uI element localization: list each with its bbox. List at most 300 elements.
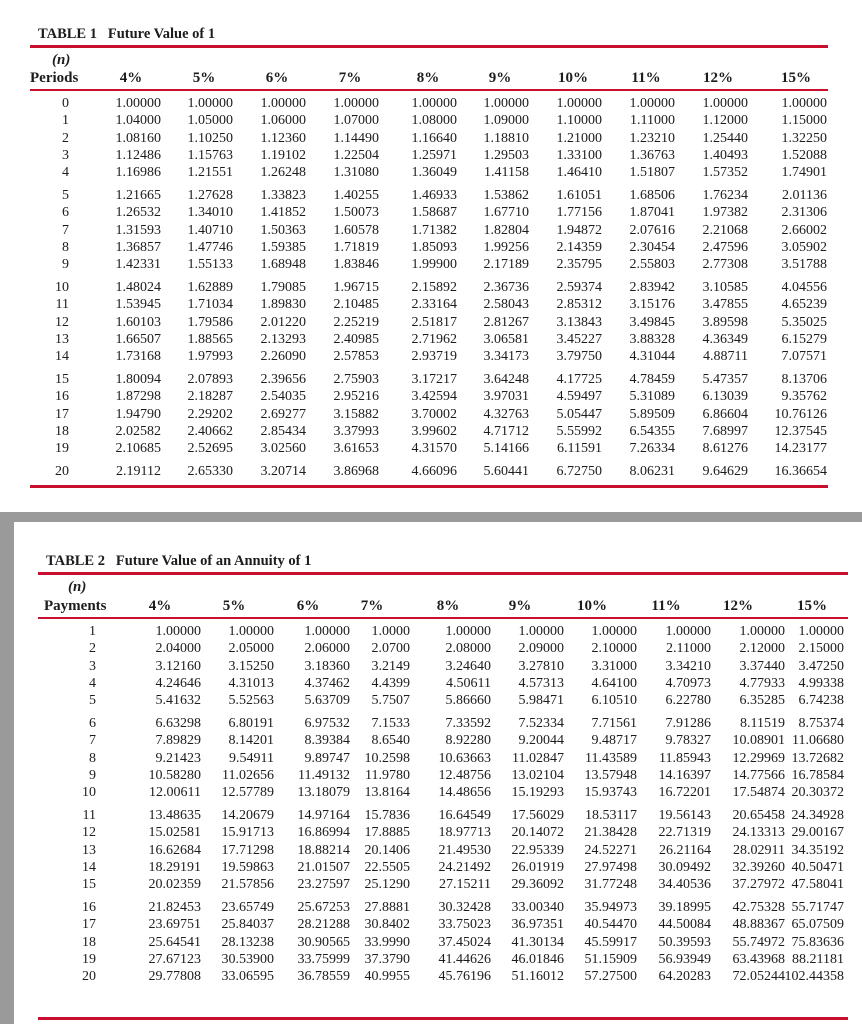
table1-period-cell: 16 (55, 389, 69, 405)
table2-value-cell: 10.58280 (148, 767, 201, 783)
table2-value-cell: 21.49530 (438, 842, 491, 858)
table2-panel (14, 522, 862, 1024)
table2-value-cell: 12.57789 (221, 785, 274, 801)
table1-value-cell: 2.40662 (187, 423, 233, 439)
table2-period-cell: 7 (89, 733, 96, 749)
table1-value-cell: 1.12486 (115, 147, 161, 163)
table1-value-cell: 1.46933 (411, 188, 457, 203)
table1-value-cell: 1.66507 (115, 331, 161, 347)
table1-value-cell: 2.85434 (260, 423, 306, 439)
table1-period-cell: 11 (55, 297, 69, 313)
table1-value-cell: 1.50073 (333, 205, 379, 221)
table2-value-cell: 2.08000 (445, 641, 491, 657)
table2-value-cell: 14.48656 (438, 785, 491, 801)
table1-period-cell: 8 (62, 239, 69, 255)
table1-value-cell: 2.51817 (411, 314, 457, 330)
table2-value-cell: 17.56029 (511, 808, 564, 823)
table1-value-cell: 1.23210 (629, 130, 675, 146)
table1-value-cell: 1.76234 (702, 188, 748, 203)
table2-value-cell: 15.93743 (584, 785, 637, 801)
table2-value-cell: 15.91713 (221, 825, 274, 841)
table1-value-cell: 2.17189 (483, 257, 529, 273)
table2-value-cell: 6.10510 (591, 693, 637, 709)
table1-value-cell: 2.57853 (333, 349, 379, 365)
table2-value-cell: 24.13313 (732, 825, 785, 841)
table1-table-row (0, 187, 862, 204)
table2-value-cell: 13.18079 (297, 785, 350, 801)
table2-rate-header: 11% (651, 598, 681, 614)
table2-value-cell: 3.37440 (739, 658, 785, 674)
table1-value-cell: 3.34173 (483, 349, 529, 365)
table2-value-cell: 19.56143 (658, 808, 711, 823)
table1-value-cell: 2.95216 (333, 389, 379, 405)
table1-value-cell: 2.39656 (260, 372, 306, 387)
table2-period-cell: 20 (82, 969, 96, 985)
table2-value-cell: 3.34210 (665, 658, 711, 674)
table1-value-cell: 1.15763 (187, 147, 233, 163)
table2-period-cell: 17 (82, 917, 96, 933)
table1-table-row (0, 112, 862, 129)
table2-value-cell: 1.00000 (518, 624, 564, 639)
table1-value-cell: 8.61276 (702, 441, 748, 457)
table2-value-cell: 10.2598 (364, 750, 410, 766)
table1-value-cell: 3.79750 (556, 349, 602, 365)
table1-rate-header: 15% (781, 70, 811, 86)
table1-n-label (52, 52, 70, 69)
table1-value-cell: 4.66096 (411, 464, 457, 479)
table2-value-cell: 32.39260 (732, 859, 785, 875)
table2-value-cell: 26.01919 (511, 859, 564, 875)
table2-value-cell: 18.97713 (438, 825, 491, 841)
table2-value-cell: 3.15250 (228, 658, 274, 674)
table2-value-cell: 45.59917 (584, 934, 637, 950)
table2-payments-label: Payments (44, 598, 107, 614)
table1-value-cell: 3.47855 (702, 297, 748, 313)
table1-value-cell: 1.71819 (333, 239, 379, 255)
table1-value-cell: 2.13293 (260, 331, 306, 347)
table1-value-cell: 4.36349 (702, 331, 748, 347)
table1-value-cell: 1.33100 (556, 147, 602, 163)
table1-value-cell: 1.71034 (187, 297, 233, 313)
table2-value-cell: 1.00000 (665, 624, 711, 639)
table2-table-row (14, 692, 862, 709)
table2-value-cell: 24.21492 (438, 859, 491, 875)
table2-value-cell: 2.10000 (591, 641, 637, 657)
table2-value-cell: 16.72201 (658, 785, 711, 801)
table1-value-cell: 1.83846 (333, 257, 379, 273)
table2-value-cell: 2.05000 (228, 641, 274, 657)
table1-period-cell: 12 (55, 314, 69, 330)
table2-value-cell: 3.27810 (518, 658, 564, 674)
table2-value-cell: 9.78327 (665, 733, 711, 749)
table2-rate-header: 10% (577, 598, 607, 614)
table2-value-cell: 63.43968 (732, 951, 785, 967)
table2-value-cell: 4.99338 (798, 675, 844, 691)
table2-value-cell: 3.47250 (798, 658, 844, 674)
table2-value-cell: 13.8164 (364, 785, 410, 801)
table2-value-cell: 29.77808 (148, 969, 201, 985)
table1-period-cell: 2 (62, 130, 69, 146)
table2-table-row (14, 842, 862, 859)
table2-rate-header: 5% (222, 598, 246, 614)
table2-value-cell: 3.31000 (591, 658, 637, 674)
table1-value-cell: 1.80094 (115, 372, 161, 387)
table2-table-row (14, 968, 862, 985)
table2-value-cell: 12.00611 (149, 785, 201, 801)
table2-value-cell: 2.09000 (518, 641, 564, 657)
table1-value-cell: 1.26532 (115, 205, 161, 221)
table2-value-cell: 11.85943 (659, 750, 711, 766)
table1-value-cell: 2.07893 (187, 372, 233, 387)
table1-value-cell: 1.79085 (260, 280, 306, 295)
table2-value-cell: 4.31013 (228, 675, 274, 691)
table2-table-row (14, 640, 862, 657)
table2-value-cell: 51.16012 (511, 969, 564, 985)
table1-value-cell: 1.67710 (483, 205, 529, 221)
table1-rate-header: 8% (416, 70, 440, 86)
table1-value-cell: 1.12000 (702, 113, 748, 129)
table1-table-row (0, 130, 862, 147)
table1-value-cell: 1.36857 (115, 239, 161, 255)
table1-value-cell: 1.55133 (187, 257, 233, 273)
table1-value-cell: 2.55803 (629, 257, 675, 273)
table2-n-label (68, 579, 86, 596)
table2-value-cell: 1.00000 (591, 624, 637, 639)
table1-value-cell: 1.00000 (556, 96, 602, 111)
table2-value-cell: 6.74238 (798, 693, 844, 709)
table2-period-cell: 1 (89, 624, 96, 639)
table1-table-row (0, 463, 862, 480)
table2-value-cell: 30.53900 (221, 951, 274, 967)
table2-value-cell: 7.52334 (518, 716, 564, 731)
table2-value-cell: 3.12160 (155, 658, 201, 674)
table1-value-cell: 3.42594 (411, 389, 457, 405)
table1-title-number: TABLE 1 (38, 26, 97, 42)
table1-value-cell: 9.35762 (781, 389, 827, 405)
table2-value-cell: 28.13238 (221, 934, 274, 950)
table2-value-cell: 16.64549 (438, 808, 491, 823)
table2-value-cell: 11.49132 (298, 767, 350, 783)
table1-value-cell: 3.88328 (629, 331, 675, 347)
table1-value-cell: 3.89598 (702, 314, 748, 330)
table2-value-cell: 88.21181 (792, 951, 844, 967)
table1-value-cell: 1.57352 (702, 165, 748, 181)
table1-value-cell: 1.97993 (187, 349, 233, 365)
table1-table-row (0, 222, 862, 239)
table2-value-cell: 24.52271 (584, 842, 637, 858)
table1-value-cell: 1.00000 (260, 96, 306, 111)
table2-value-cell: 10.08901 (732, 733, 785, 749)
table1-value-cell: 1.40710 (187, 222, 233, 238)
table1-value-cell: 5.60441 (483, 464, 529, 479)
table2-value-cell: 39.18995 (658, 900, 711, 915)
table2-value-cell: 65.07509 (791, 917, 844, 933)
table1-value-cell: 4.65239 (781, 297, 827, 313)
table2-value-cell: 35.94973 (584, 900, 637, 915)
table1-value-cell: 3.49845 (629, 314, 675, 330)
table2-value-cell: 8.75374 (798, 716, 844, 731)
table2-rate-header: 8% (436, 598, 460, 614)
table1-value-cell: 14.23177 (774, 441, 827, 457)
table1-value-cell: 2.69277 (260, 406, 306, 422)
table2-value-cell: 9.21423 (155, 750, 201, 766)
table2-value-cell: 40.9955 (364, 969, 410, 985)
table2-value-cell: 24.34928 (791, 808, 844, 823)
table1-rate-header: 11% (631, 70, 661, 86)
table2-bottom-rule (38, 1017, 848, 1020)
table2-value-cell: 40.50471 (791, 859, 844, 875)
table2-value-cell: 45.76196 (438, 969, 491, 985)
table2-value-cell: 2.04000 (155, 641, 201, 657)
table2-value-cell: 42.75328 (732, 900, 785, 915)
table1-value-cell: 8.13706 (781, 372, 827, 387)
table1-value-cell: 1.00000 (115, 96, 161, 111)
table2-value-cell: 20.02359 (148, 877, 201, 893)
table1-table-row (0, 440, 862, 457)
table2-value-cell: 7.91286 (665, 716, 711, 731)
table1-value-cell: 3.20714 (260, 464, 306, 479)
table1-value-cell: 1.99256 (483, 239, 529, 255)
table1-value-cell: 1.32250 (781, 130, 827, 146)
table1-rate-header: 6% (265, 70, 289, 86)
table1-value-cell: 7.07571 (781, 349, 827, 365)
table2-table-row (14, 715, 862, 732)
table1-value-cell: 1.87041 (629, 205, 675, 221)
table2-value-cell: 25.67253 (297, 900, 350, 915)
table2-value-cell: 33.00340 (511, 900, 564, 915)
table1-period-cell: 19 (55, 441, 69, 457)
table2-value-cell: 15.7836 (364, 808, 410, 823)
table2-value-cell: 4.4399 (371, 675, 410, 691)
table2-value-cell: 22.95339 (511, 842, 564, 858)
table1-table-row (0, 314, 862, 331)
table1-value-cell: 1.74901 (781, 165, 827, 181)
table1-value-cell: 1.94790 (115, 406, 161, 422)
table1-value-cell: 1.08000 (411, 113, 457, 129)
table1-value-cell: 1.31593 (115, 222, 161, 238)
table2-value-cell: 40.54470 (584, 917, 637, 933)
table2-value-cell: 27.8881 (364, 900, 410, 915)
table1-value-cell: 3.02560 (260, 441, 306, 457)
table2-value-cell: 1.00000 (228, 624, 274, 639)
table2-value-cell: 16.62684 (148, 842, 201, 858)
table1-value-cell: 7.68997 (702, 423, 748, 439)
table1-value-cell: 3.17217 (411, 372, 457, 387)
table1-value-cell: 3.99602 (411, 423, 457, 439)
table2-value-cell: 41.30134 (511, 934, 564, 950)
table2-value-cell: 10.63663 (438, 750, 491, 766)
table2-period-cell: 6 (89, 716, 96, 731)
table2-value-cell: 4.50611 (446, 675, 491, 691)
table1-value-cell: 1.27628 (187, 188, 233, 203)
table2-value-cell: 47.58041 (791, 877, 844, 893)
table2-value-cell: 23.27597 (297, 877, 350, 893)
table2-value-cell: 8.6540 (371, 733, 410, 749)
table1-value-cell: 3.13843 (556, 314, 602, 330)
table1-value-cell: 1.22504 (333, 147, 379, 163)
table1-value-cell: 2.93719 (411, 349, 457, 365)
table1-period-cell: 15 (55, 372, 69, 387)
table2-value-cell: 36.78559 (297, 969, 350, 985)
table1-value-cell: 1.46410 (556, 165, 602, 181)
table2-value-cell: 1.0000 (371, 624, 410, 639)
table1-value-cell: 1.14490 (333, 130, 379, 146)
table2-rate-header: 6% (296, 598, 320, 614)
table1-value-cell: 3.61653 (333, 441, 379, 457)
table1-rate-header: 9% (488, 70, 512, 86)
table1-value-cell: 2.21068 (702, 222, 748, 238)
table1-value-cell: 1.18810 (483, 130, 529, 146)
table1-value-cell: 10.76126 (774, 406, 827, 422)
table1-value-cell: 1.15000 (781, 113, 827, 129)
table1-value-cell: 1.40255 (333, 188, 379, 203)
table1-value-cell: 2.01220 (260, 314, 306, 330)
table2-value-cell: 13.02104 (511, 767, 564, 783)
table1-value-cell: 2.71962 (411, 331, 457, 347)
table2-value-cell: 17.8885 (364, 825, 410, 841)
table2-value-cell: 102.44358 (784, 969, 844, 985)
table1-value-cell: 4.71712 (483, 423, 529, 439)
table1-value-cell: 1.10000 (556, 113, 602, 129)
table1-value-cell: 1.60578 (333, 222, 379, 238)
table1-value-cell: 1.53945 (115, 297, 161, 313)
table1-value-cell: 5.05447 (556, 406, 602, 422)
table1-value-cell: 6.15279 (781, 331, 827, 347)
table2-value-cell: 2.15000 (798, 641, 844, 657)
table2-period-cell: 5 (89, 693, 96, 709)
table1-value-cell: 1.94872 (556, 222, 602, 238)
table1-period-cell: 14 (55, 349, 69, 365)
table2-value-cell: 31.77248 (584, 877, 637, 893)
table2-value-cell: 4.77933 (739, 675, 785, 691)
table1-value-cell: 9.64629 (702, 464, 748, 479)
table1-value-cell: 2.85312 (556, 297, 602, 313)
table2-value-cell: 13.48635 (148, 808, 201, 823)
table1-value-cell: 6.11591 (557, 441, 602, 457)
table2-value-cell: 13.72682 (791, 750, 844, 766)
table2-value-cell: 37.45024 (438, 934, 491, 950)
table1-value-cell: 4.31570 (411, 441, 457, 457)
table2-value-cell: 34.40536 (658, 877, 711, 893)
table1-value-cell: 1.00000 (781, 96, 827, 111)
table1-value-cell: 2.77308 (702, 257, 748, 273)
table2-value-cell: 14.20679 (221, 808, 274, 823)
table2-value-cell: 16.78584 (791, 767, 844, 783)
table2-title-number: TABLE 2 (46, 553, 105, 569)
table2-value-cell: 51.15909 (584, 951, 637, 967)
table2-table-row (14, 767, 862, 784)
table2-value-cell: 6.63298 (155, 716, 201, 731)
table1-table-row (0, 388, 862, 405)
table1-header-rule (30, 89, 828, 91)
table1-value-cell: 6.86604 (702, 406, 748, 422)
table2-value-cell: 1.00000 (304, 624, 350, 639)
table1-period-cell: 20 (55, 464, 69, 479)
table1-value-cell: 5.31089 (629, 389, 675, 405)
table2-value-cell: 20.30372 (791, 785, 844, 801)
table2-value-cell: 36.97351 (511, 917, 564, 933)
table1-value-cell: 5.55992 (556, 423, 602, 439)
table1-value-cell: 2.07616 (629, 222, 675, 238)
table2-value-cell: 2.06000 (304, 641, 350, 657)
table1-value-cell: 2.40985 (333, 331, 379, 347)
table2-value-cell: 14.97164 (297, 808, 350, 823)
table2-value-cell: 7.33592 (445, 716, 491, 731)
table1-periods-label: Periods (30, 70, 79, 86)
table2-value-cell: 12.48756 (438, 767, 491, 783)
table2-period-cell: 11 (82, 808, 96, 823)
table2-value-cell: 11.02847 (512, 750, 564, 766)
table2-period-cell: 2 (89, 641, 96, 657)
table1-value-cell: 1.36049 (411, 165, 457, 181)
table1-value-cell: 2.15892 (411, 280, 457, 295)
table2-value-cell: 6.97532 (304, 716, 350, 731)
table2-table-row (14, 899, 862, 916)
table1-rate-header: 12% (703, 70, 733, 86)
table1-value-cell: 1.88565 (187, 331, 233, 347)
table2-value-cell: 14.16397 (658, 767, 711, 783)
table2-period-cell: 16 (82, 900, 96, 915)
table2-period-cell: 12 (82, 825, 96, 841)
table2-rate-header: 15% (797, 598, 827, 614)
table2-value-cell: 4.57313 (518, 675, 564, 691)
table1-value-cell: 1.96715 (333, 280, 379, 295)
table1-table-row (0, 95, 862, 112)
table2-table-row (14, 623, 862, 640)
table1-value-cell: 3.37993 (333, 423, 379, 439)
table2-value-cell: 9.20044 (518, 733, 564, 749)
table1-value-cell: 1.00000 (483, 96, 529, 111)
table1-value-cell: 1.00000 (411, 96, 457, 111)
table2-value-cell: 9.89747 (304, 750, 350, 766)
table1-value-cell: 7.26334 (629, 441, 675, 457)
table2-value-cell: 26.21164 (659, 842, 711, 858)
table2-value-cell: 4.24646 (155, 675, 201, 691)
table1-table-row (0, 371, 862, 388)
table1-value-cell: 3.10585 (702, 280, 748, 295)
table1-value-cell: 2.02582 (115, 423, 161, 439)
table2-value-cell: 14.77566 (732, 767, 785, 783)
table1-value-cell: 1.50363 (260, 222, 306, 238)
table2-value-cell: 16.86994 (297, 825, 350, 841)
table1-value-cell: 2.31306 (781, 205, 827, 221)
table1-value-cell: 1.26248 (260, 165, 306, 181)
table1-value-cell: 3.45227 (556, 331, 602, 347)
table2-value-cell: 1.00000 (445, 624, 491, 639)
table1-value-cell: 1.99900 (411, 257, 457, 273)
table1-value-cell: 8.06231 (629, 464, 675, 479)
table2-n-label-text: (n) (68, 579, 87, 595)
table2-rate-header: 9% (508, 598, 532, 614)
table1-value-cell: 4.17725 (556, 372, 602, 387)
table2-value-cell: 3.24640 (445, 658, 491, 674)
table1-value-cell: 1.06000 (260, 113, 306, 129)
table2-value-cell: 2.0700 (371, 641, 410, 657)
table1-rate-header: 10% (558, 70, 588, 86)
table1-value-cell: 1.79586 (187, 314, 233, 330)
table2-value-cell: 23.65749 (221, 900, 274, 915)
table2-value-cell: 33.06595 (221, 969, 274, 985)
table2-value-cell: 23.69751 (148, 917, 201, 933)
table2-period-cell: 14 (82, 859, 96, 875)
table1-value-cell: 4.31044 (629, 349, 675, 365)
table1-table-row (0, 147, 862, 164)
table2-table-row (14, 876, 862, 893)
table2-value-cell: 29.00167 (791, 825, 844, 841)
table1-rate-header: 7% (338, 70, 362, 86)
table2-value-cell: 17.71298 (221, 842, 274, 858)
table2-value-cell: 21.82453 (148, 900, 201, 915)
